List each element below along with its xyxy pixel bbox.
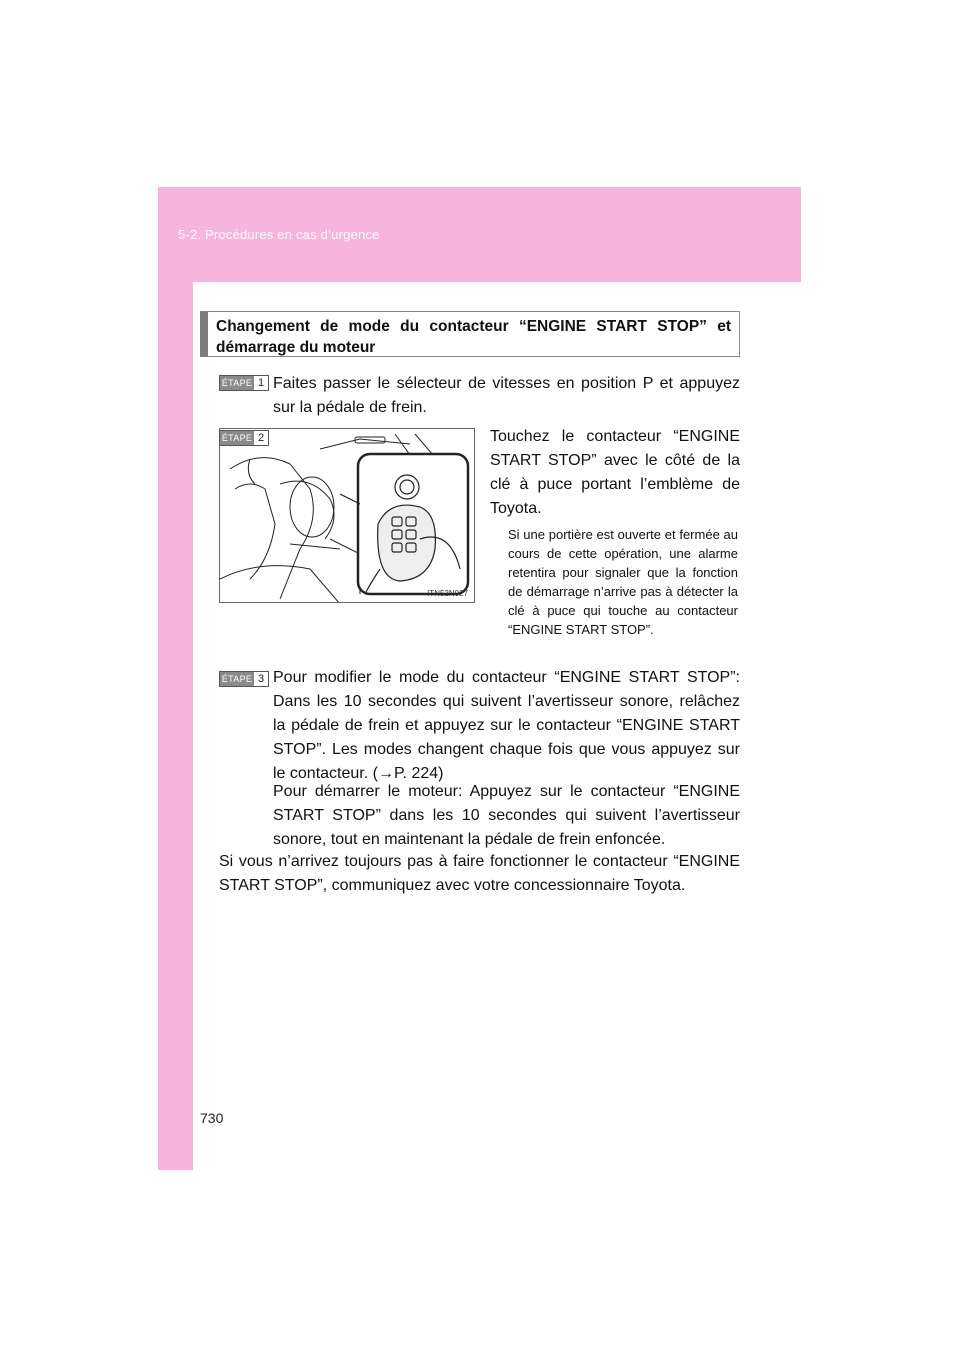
closing-paragraph: Si vous n’arrivez toujours pas à faire fonctionner le contacteur “ENGINE START STOP”, communiquez avec votre concessionnaire Toyota. [219,853,740,894]
step-badge-2 [219,430,269,446]
illustration-code: ITN52N027 [427,589,468,598]
step-2-note: Si une portière est ouverte et fermée au cours de cette opération, une alarme retentira pour signaler que la fonction de démarrage n’arrive pas à détecter la clé à puce qui touche au contacteur “ENGINE START STOP”. [508,527,738,637]
step-number: 2 [254,431,268,445]
car-interior-drawing [220,429,475,603]
section-header-band [158,187,801,282]
step-badge-3 [219,671,269,687]
step-3-text-2: Pour démarrer le moteur: Appuyez sur le contacteur “ENGINE START STOP” dans les 10 secondes qui suivent l’avertisseur sonore, tout en maintenant la pédale de frein enfoncée. [273,783,740,848]
step-label: ÉTAPE [221,433,253,443]
side-tab-band [158,282,193,1170]
step-number: 1 [254,376,268,390]
step-3-text: Pour modifier le mode du contacteur “ENGINE START STOP”: Dans les 10 secondes qui suivent l’avertisseur sonore, relâchez la pédale de frein et appuyez sur le contacteur “ENGINE START STOP”. Les modes changent chaque fois que vous appuyez sur le contacteur. (→P. 224) [273,669,740,782]
procedure-title: Changement de mode du contacteur “ENGINE START STOP” et démarrage du moteur [200,311,740,357]
section-title: 5-2. Procédures en cas d’urgence [178,227,380,242]
step-1-text: Faites passer le sélecteur de vitesses en position P et appuyez sur la pédale de frein. [273,375,740,416]
step-label: ÉTAPE [221,378,253,388]
smart-key-illustration [219,428,475,603]
step-label: ÉTAPE [221,674,253,684]
step-badge-1 [219,375,269,391]
step-2-text: Touchez le contacteur “ENGINE START STOP” avec le côté de la clé à puce portant l’emblème de Toyota. [490,428,740,517]
page-number: 730 [200,1110,224,1126]
step-number: 3 [254,672,268,686]
